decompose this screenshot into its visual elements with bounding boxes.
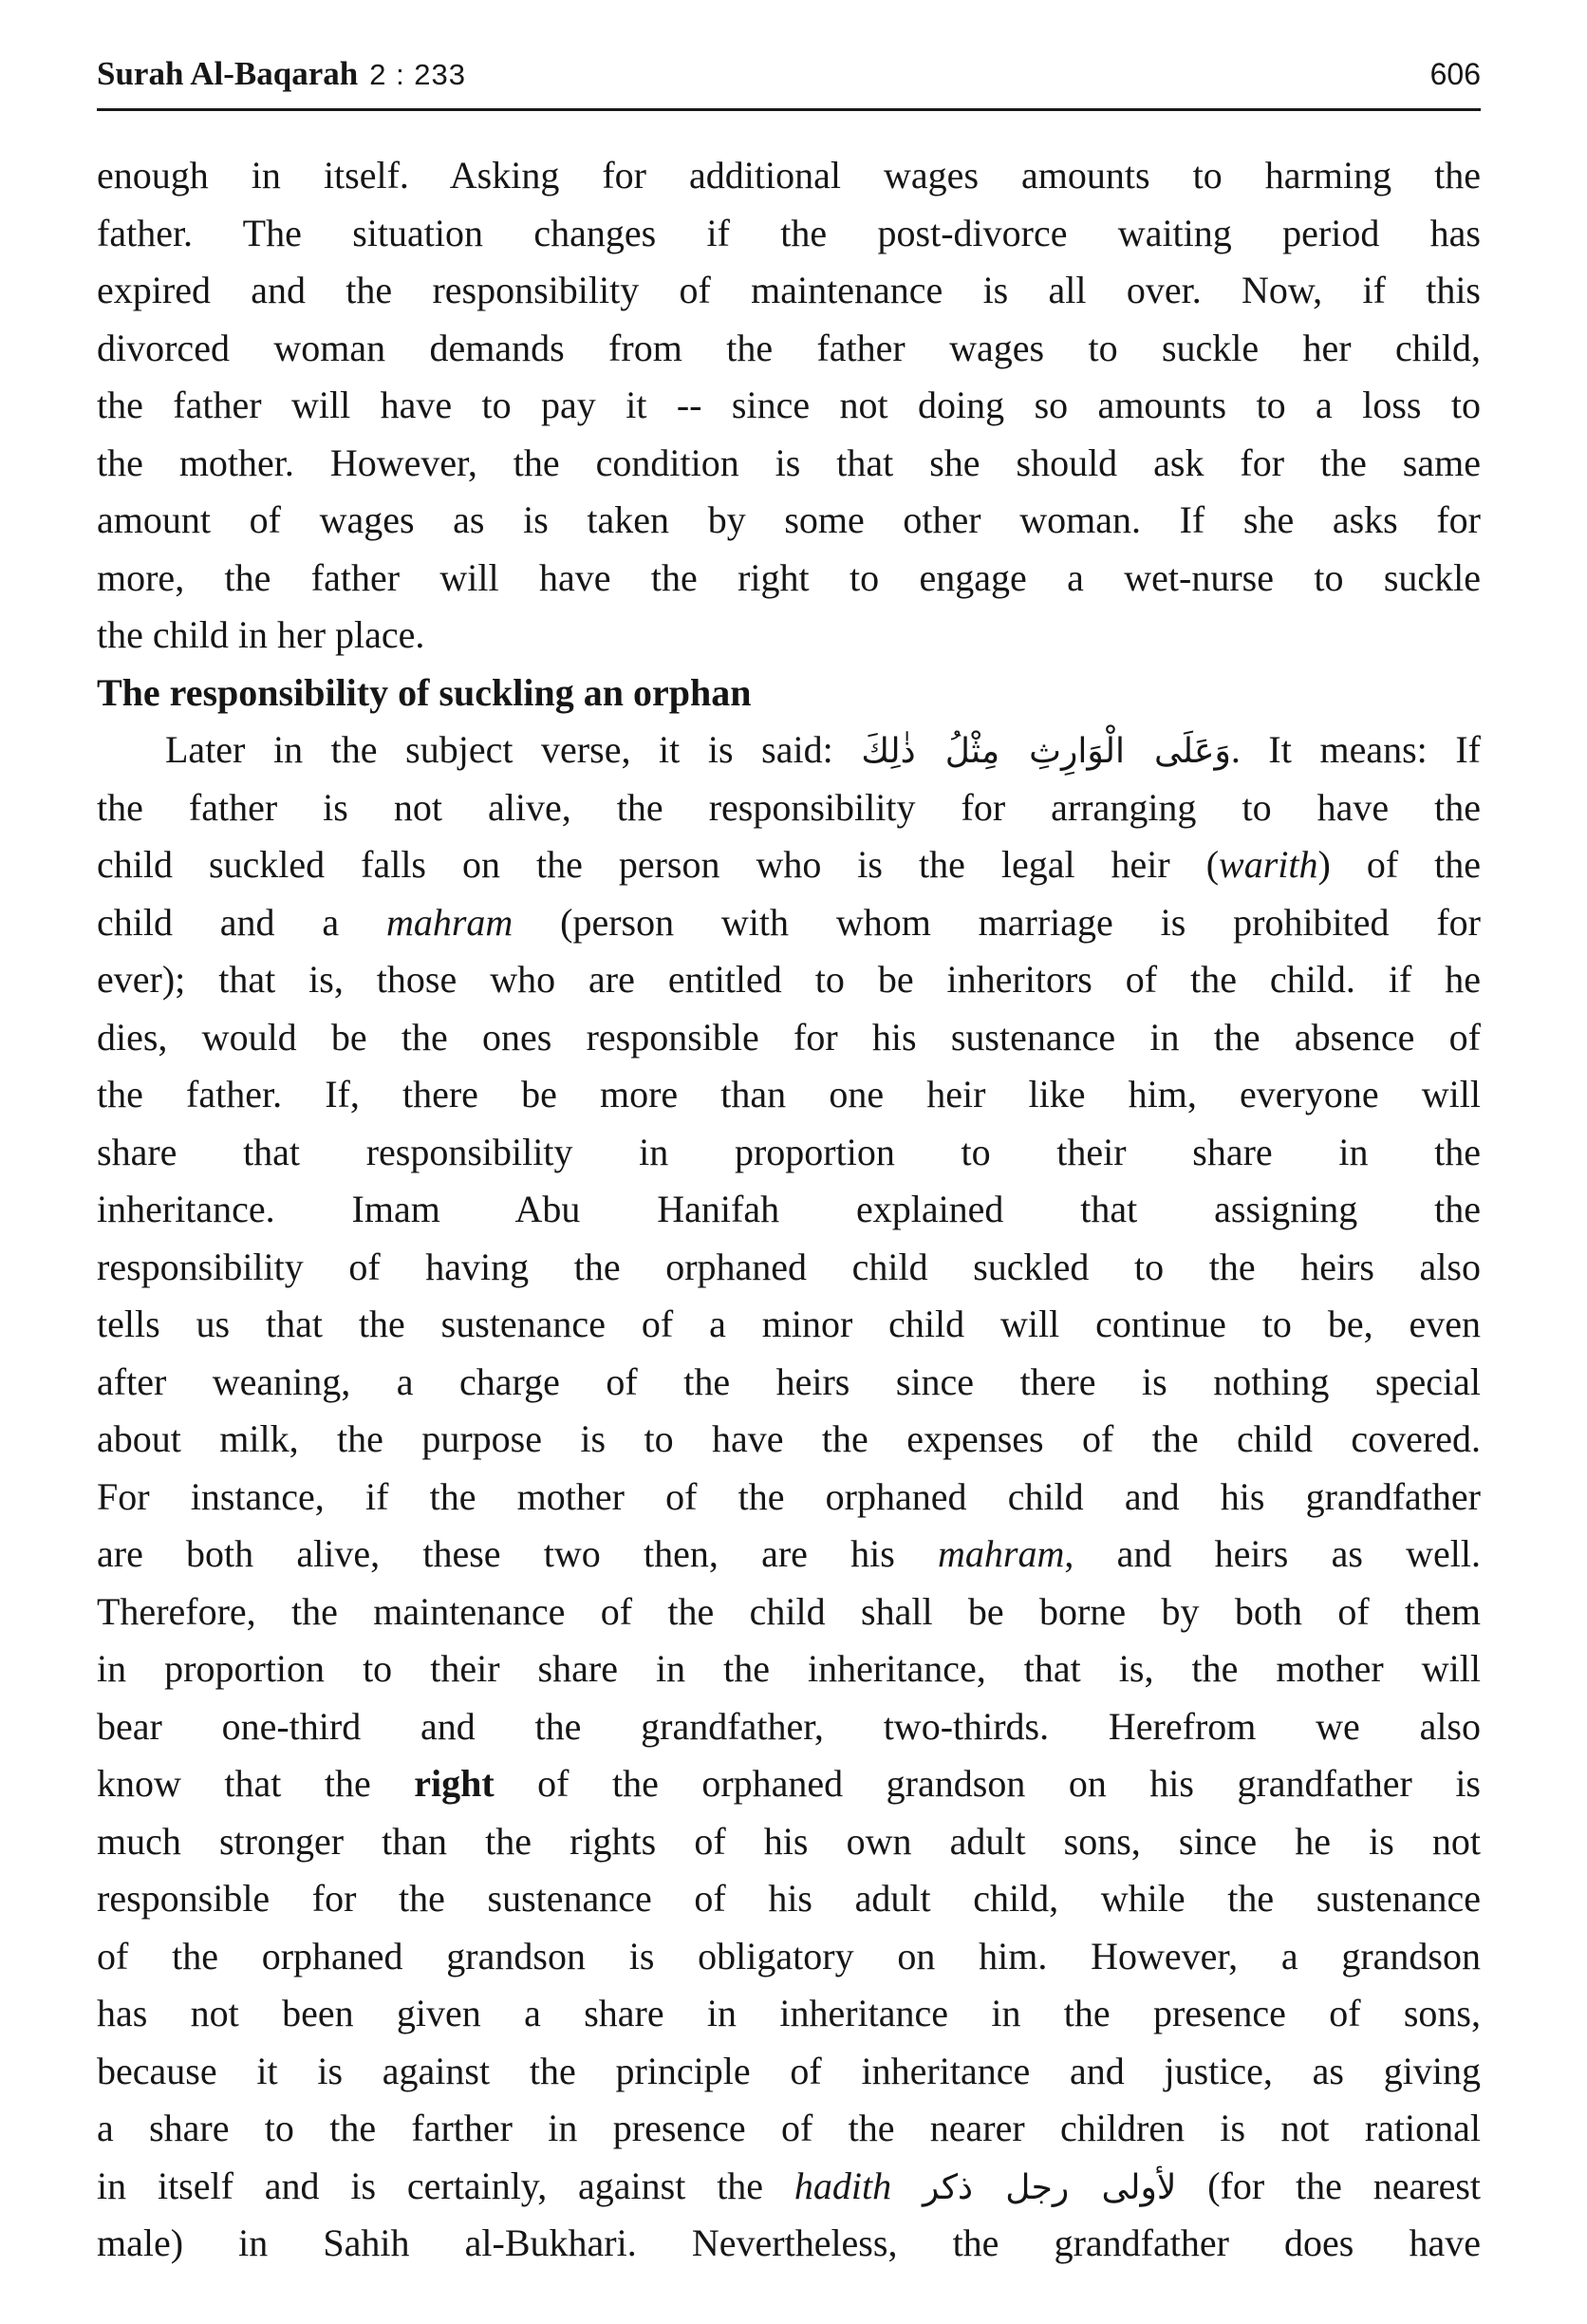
text-line: bear one-third and the grandfather, two-thirds. Herefrom we also — [97, 1704, 1481, 1748]
arabic-verse-quote: وَعَلَى الْوَارِثِ مِثْلُ ذٰلِكَ — [861, 732, 1231, 771]
text-span: know that the — [97, 1762, 415, 1805]
text-span: in itself and is certainly, against the — [97, 2164, 794, 2207]
text-line: expired and the responsibility of maintenance is all over. Now, if this — [97, 269, 1481, 311]
text-line: the father will have to pay it -- since not doing so amounts to a loss to — [97, 384, 1481, 426]
text-line: father. The situation changes if the post-divorce waiting period has — [97, 211, 1481, 254]
text-line — [97, 1755, 1481, 1813]
text-line: much stronger than the rights of his own adult sons, since he is not — [97, 1819, 1481, 1863]
bold-word: right — [414, 1762, 495, 1805]
verse-reference: 2 : 233 — [369, 58, 467, 91]
text-line: because it is against the principle of inheritance and justice, as giving — [97, 2049, 1481, 2092]
text-line: dies, would be the ones responsible for his sustenance in the absence of — [97, 1015, 1481, 1059]
text-line: has not been given a share in inheritance in the presence of sons, — [97, 1992, 1481, 2034]
text-line: amount of wages as is taken by some other woman. If she asks for — [97, 498, 1481, 541]
text-line: more, the father will have the right to engage a wet-nurse to suckle — [97, 555, 1481, 599]
header-left — [97, 53, 466, 96]
text-line: share that responsibility in proportion to their share in the — [97, 1130, 1481, 1173]
text-line: For instance, if the mother of the orphaned child and his grandfather — [97, 1474, 1481, 1518]
text-line: the father. If, there be more than one heir like him, everyone will — [97, 1073, 1481, 1115]
text-line: of the orphaned grandson is obligatory on him. However, a grandson — [97, 1934, 1481, 1977]
text-line: Therefore, the maintenance of the child shall be borne by both of them — [97, 1589, 1481, 1633]
text-line: divorced woman demands from the father wages to suckle her child, — [97, 326, 1481, 369]
text-line: responsible for the sustenance of his adult child, while the sustenance — [97, 1877, 1481, 1920]
text-line: responsibility of having the orphaned child suckled to the heirs also — [97, 1245, 1481, 1288]
text-line: tells us that the sustenance of a minor child will continue to be, even — [97, 1303, 1481, 1345]
page-header — [97, 53, 1481, 110]
header-rule — [97, 108, 1481, 111]
page-number: 606 — [1429, 57, 1481, 91]
term-mahram: mahram — [385, 900, 513, 944]
text-span: are both alive, these two then, are his — [97, 1532, 939, 1575]
text-line: in proportion to their share in the inheritance, that is, the mother will — [97, 1647, 1481, 1690]
text-span: (for the nearest — [1176, 2164, 1481, 2207]
text-line — [97, 836, 1481, 894]
section-heading: The responsibility of suckling an orphan — [97, 670, 752, 714]
paragraph-1 — [97, 147, 1481, 665]
text-line — [97, 1526, 1481, 1584]
text-line: the child in her place. — [97, 613, 425, 656]
text-line: male) in Sahih al-Bukhari. Nevertheless, the grandfather does have — [97, 2221, 1481, 2264]
text-span: , and heirs as well. — [1064, 1532, 1481, 1575]
text-line: about milk, the purpose is to have the expenses of the child covered. — [97, 1417, 1481, 1460]
paragraph-2 — [97, 722, 1481, 2273]
term-hadith: hadith — [794, 2164, 892, 2207]
text-line — [97, 894, 1481, 952]
text-line — [97, 2158, 1481, 2216]
text-line: ever); that is, those who are entitled to be inheritors of the child. if he — [97, 958, 1481, 1001]
text-line: the mother. However, the condition is that she should ask for the same — [97, 440, 1481, 484]
text-line: the father is not alive, the responsibility for arranging to have the — [97, 785, 1481, 829]
body-text — [97, 147, 1481, 2273]
text-span: child suckled falls on the person who is the legal heir ( — [97, 843, 1220, 886]
arabic-hadith-quote: لأولى رجل ذكر — [922, 2167, 1177, 2207]
text-line: after weaning, a charge of the heirs since there is nothing special — [97, 1359, 1481, 1403]
text-span: . It means: If — [1230, 728, 1481, 771]
text-line — [97, 722, 1481, 779]
text-line: a share to the farther in presence of the nearer children is not rational — [97, 2107, 1481, 2149]
text-span: child and a — [97, 900, 386, 944]
text-span: Later in the subject verse, it is said: — [165, 728, 862, 771]
running-title: Surah Al-Baqarah — [97, 55, 359, 92]
term-warith: warith — [1219, 843, 1318, 886]
text-line: inheritance. Imam Abu Hanifah explained that assigning the — [97, 1188, 1481, 1230]
term-mahram: mahram — [938, 1532, 1065, 1575]
text-span: (person with whom marriage is prohibited for — [513, 900, 1481, 944]
text-span: ) of the — [1317, 843, 1481, 886]
text-line: enough in itself. Asking for additional wages amounts to harming the — [97, 154, 1481, 197]
text-span: of the orphaned grandson on his grandfather is — [494, 1762, 1481, 1805]
